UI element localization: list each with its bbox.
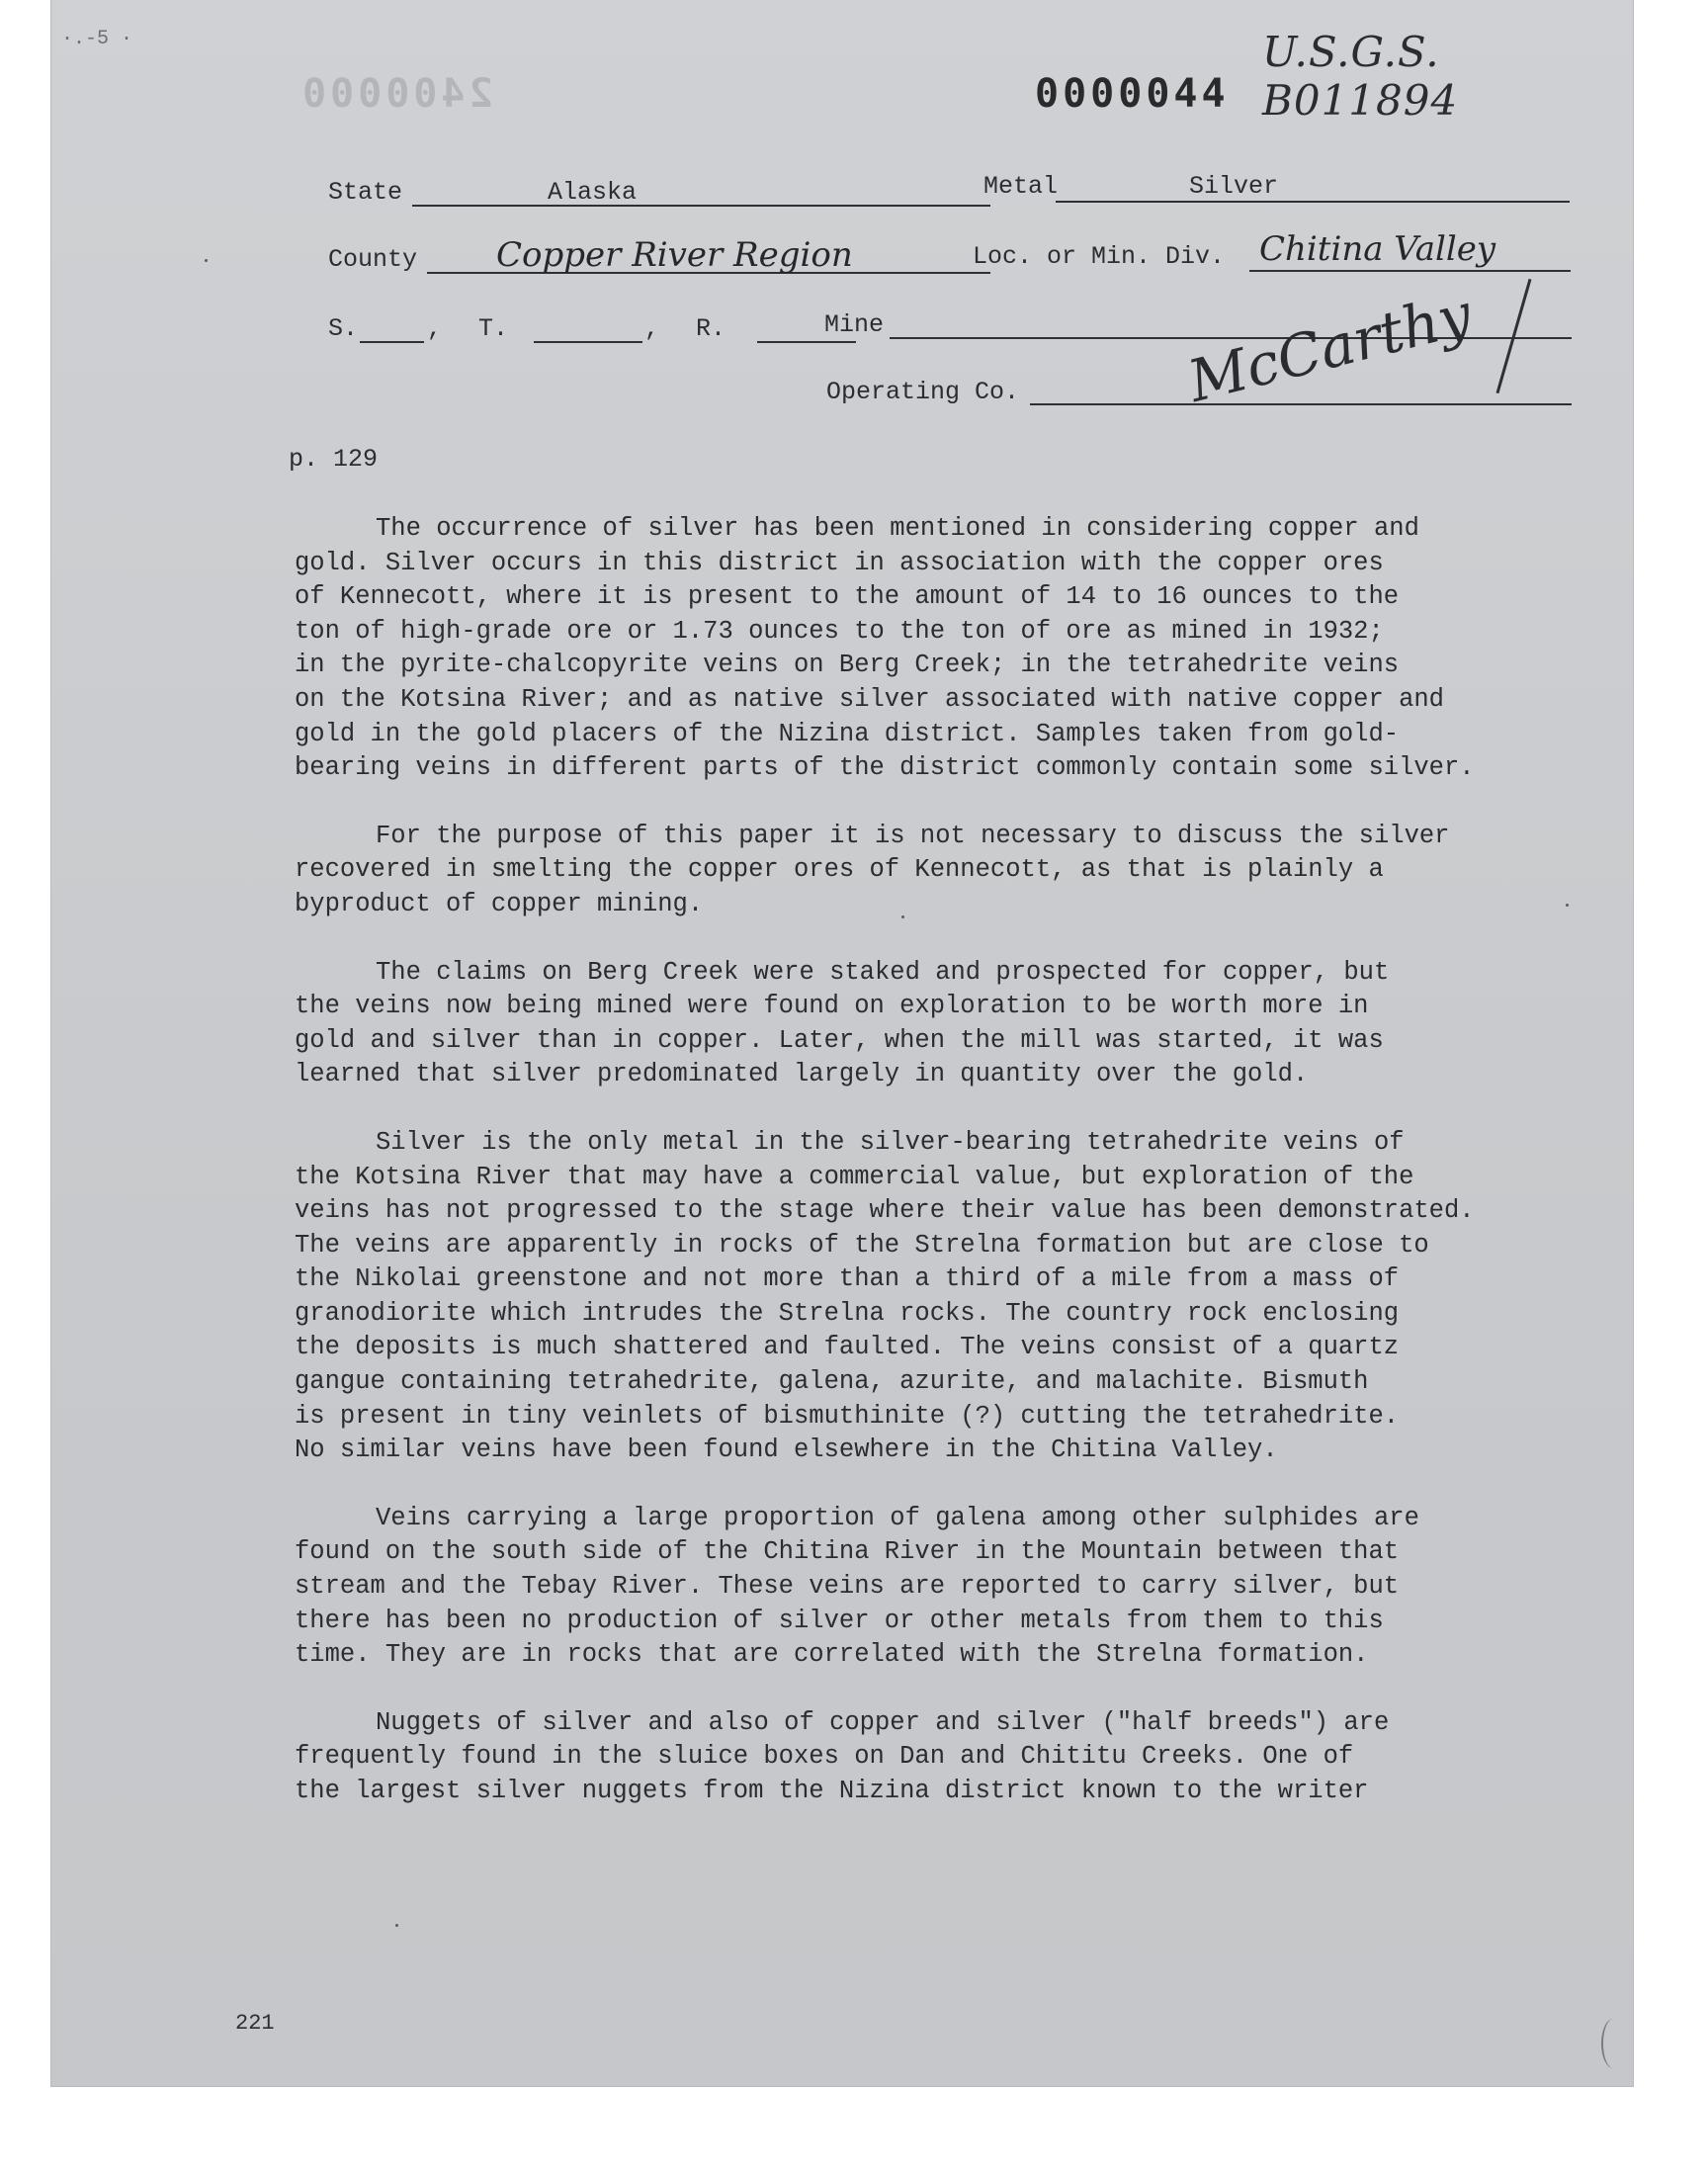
paragraph-kotsina-river: Silver is the only metal in the silver-bearing tetrahedrite veins of the Kotsina River that may have a commercial value, but exploration of the veins has not progressed to the stage where their value has been demonstrated. The veins are apparently in rocks of the Strelna formation but are close to the Nikolai greenstone and not more than a third of a mile from a mass of granodiorite which intrudes the Strelna rocks. The country rock enclosing the deposits is much shattered and faulted. The veins consist of a quartz gangue containing tetrahedrite, galena, azurite, and malachite. Bismuth is present in tiny veinlets of bismuthinite (?) cutting the tetrahedrite. No similar veins have been found elsewhere in the Chitina Valley. — [295, 1127, 1475, 1465]
mine-label: Mine — [824, 310, 885, 339]
county-value: Copper River Region — [496, 235, 853, 275]
corner-mark: ·.-5 · — [61, 28, 133, 50]
paragraph-nuggets: Nuggets of silver and also of copper and silver ("half breeds") are frequently found in the sluice boxes on Dan and Chititu Creeks. One of the largest silver nuggets from the Nizina district known to the writer — [295, 1707, 1390, 1805]
division-line — [1249, 270, 1571, 272]
paragraph-berg-creek: The claims on Berg Creek were staked and prospected for copper, but the veins now being mined were found on exploration to be worth more in gold and silver than in copper. Later, when the mill was started, it was learned that silver predominated largely in quantity over the gold. — [295, 957, 1390, 1089]
division-label: Loc. or Min. Div. — [973, 242, 1226, 271]
page-reference: p. 129 — [289, 445, 379, 474]
county-label: County — [328, 245, 418, 274]
body-text — [295, 512, 1633, 1843]
township-label: T. — [478, 314, 509, 343]
range-line — [757, 341, 856, 343]
pen-stroke — [1496, 279, 1532, 393]
stamp-ghost: 2400000 — [299, 71, 493, 117]
metal-line — [1056, 201, 1570, 203]
paragraph-silver-occurrence: The occurrence of silver has been mentioned in considering copper and gold. Silver occurs in this district in association with the copper ores of Kennecott, where it is present to the amount of 14 to 16 ounces to the ton of high-grade ore or 1.73 ounces to the ton of ore as mined in 1932; in the pyrite-chalcopyrite veins on Berg Creek; in the tetrahedrite veins on the Kotsina River; and as native silver associated with native copper and gold in the gold placers of the Nizina district. Samples taken from gold- bearing veins in different parts of the district commonly contain some silver. — [295, 514, 1475, 783]
paragraph-purpose: For the purpose of this paper it is not necessary to discuss the silver recovered in smelting the copper ores of Kennecott, as that is plainly a byproduct of copper mining. — [295, 821, 1450, 918]
scan-speck — [1566, 904, 1569, 907]
township-separator: , — [644, 314, 660, 343]
scan-speck — [901, 915, 904, 918]
page-edge-curl — [1601, 2019, 1625, 2068]
scan-speck — [395, 1924, 398, 1927]
section-separator: , — [427, 314, 443, 343]
township-line — [534, 341, 642, 343]
section-line — [360, 341, 424, 343]
scan-speck — [205, 259, 208, 262]
division-value: Chitina Valley — [1259, 229, 1496, 269]
catalog-reference: U.S.G.S. B011894 — [1262, 28, 1459, 125]
operating-value: McCarthy — [1181, 280, 1479, 415]
stamp-number: 0000044 — [1035, 71, 1230, 117]
metal-label: Metal — [983, 172, 1059, 201]
state-label: State — [328, 178, 403, 207]
state-value: Alaska — [548, 178, 638, 207]
range-label: R. — [696, 314, 726, 343]
state-line — [412, 205, 990, 207]
operating-line — [1030, 403, 1572, 405]
section-label: S. — [328, 314, 359, 343]
metal-value: Silver — [1189, 172, 1279, 201]
scanned-page — [51, 0, 1633, 2086]
operating-label: Operating Co. — [826, 378, 1020, 406]
paragraph-galena-veins: Veins carrying a large proportion of galena among other sulphides are found on the south side of the Chitina River in the Mountain between that stream and the Tebay River. These veins are reported to carry silver, but there has been no production of silver or other metals from them to this time. They are in rocks that are correlated with the Strelna formation. — [295, 1503, 1419, 1670]
page-folio: 221 — [235, 2011, 275, 2036]
